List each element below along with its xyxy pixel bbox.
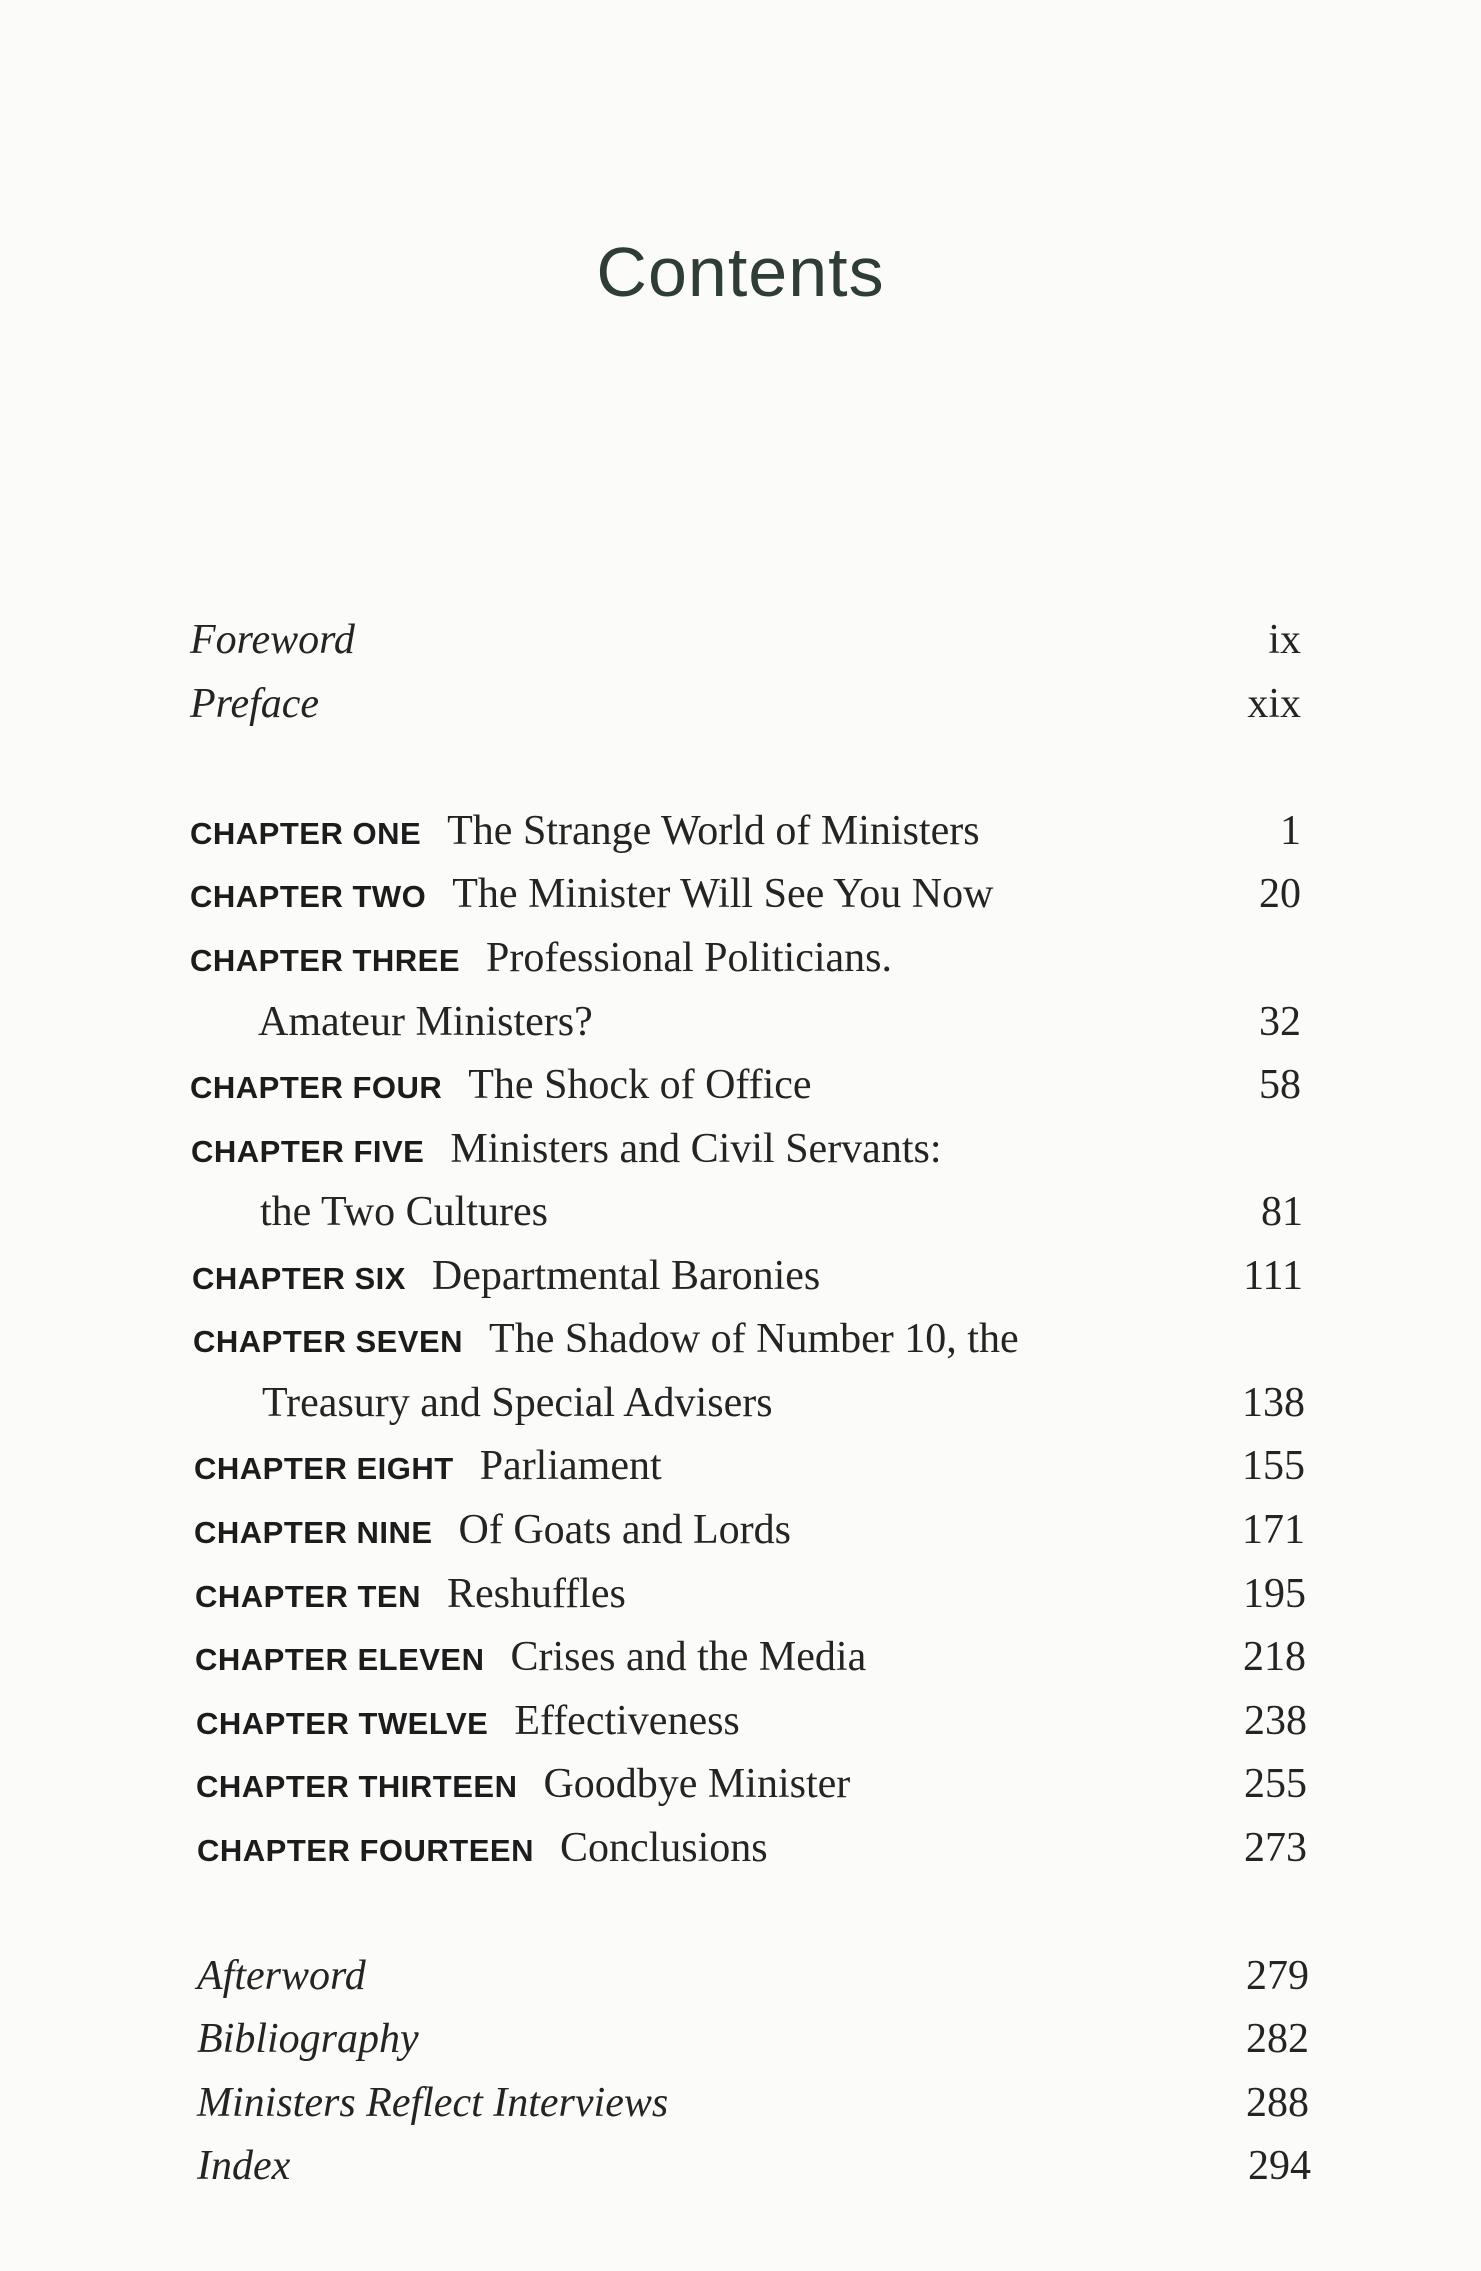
toc-entry-chapter-three xyxy=(0,932,1481,996)
chapter-title: Reshuffles xyxy=(446,1571,626,1617)
page-number: 294 xyxy=(1248,2143,1311,2189)
chapter-label: CHAPTER NINE xyxy=(194,1515,433,1550)
page-number: 279 xyxy=(1246,1953,1309,1999)
chapter-label: CHAPTER SIX xyxy=(192,1261,406,1296)
toc-entry-chapter-one xyxy=(0,805,1481,869)
toc-entry-chapter-ten xyxy=(0,1568,1481,1632)
chapter-title: Departmental Baronies xyxy=(431,1253,821,1299)
chapter-label: CHAPTER SEVEN xyxy=(193,1324,464,1359)
toc-entry-chapter-fourteen xyxy=(0,1822,1481,1886)
page-number: 1 xyxy=(1280,808,1301,854)
toc-entry-bibliography xyxy=(0,2013,1481,2077)
page-number: 218 xyxy=(1243,1634,1306,1680)
page-number: 58 xyxy=(1259,1062,1301,1108)
page-number: 155 xyxy=(1242,1443,1305,1489)
page-number: 138 xyxy=(1242,1380,1305,1426)
chapter-title: Of Goats and Lords xyxy=(458,1507,791,1553)
chapter-title: Crises and the Media xyxy=(510,1634,867,1680)
chapter-label: CHAPTER TWELVE xyxy=(196,1706,489,1741)
toc-entry-chapter-three-continuation xyxy=(0,996,1481,1060)
page-number: 195 xyxy=(1243,1571,1306,1617)
toc-entry-afterword xyxy=(0,1950,1481,2014)
chapter-title: Effectiveness xyxy=(514,1698,740,1744)
chapter-title-continuation: Treasury and Special Advisers xyxy=(262,1380,773,1426)
entry-title: Ministers Reflect Interviews xyxy=(197,2080,669,2126)
chapter-title: Parliament xyxy=(479,1443,662,1489)
page-number: 32 xyxy=(1259,999,1301,1045)
page-number: 111 xyxy=(1243,1253,1303,1299)
page-number: 238 xyxy=(1244,1698,1307,1744)
toc-entry-foreword xyxy=(0,614,1481,678)
chapter-title: Ministers and Civil Servants: xyxy=(450,1126,942,1172)
toc-entry-chapter-two xyxy=(0,868,1481,932)
chapter-label: CHAPTER ELEVEN xyxy=(195,1642,485,1677)
toc-entry-chapter-four xyxy=(0,1059,1481,1123)
toc-entry-chapter-six xyxy=(0,1250,1481,1314)
chapter-label: CHAPTER TEN xyxy=(195,1579,421,1614)
entry-title: Foreword xyxy=(190,617,355,663)
toc-entry-chapter-twelve xyxy=(0,1695,1481,1759)
entry-title: Bibliography xyxy=(197,2016,419,2062)
toc-entry-chapter-five xyxy=(0,1123,1481,1187)
chapter-title: The Shock of Office xyxy=(468,1062,812,1108)
chapter-label: CHAPTER EIGHT xyxy=(194,1451,454,1486)
toc-entry-chapter-seven xyxy=(0,1313,1481,1377)
page-number: xix xyxy=(1247,681,1301,727)
toc-entry-chapter-five-continuation xyxy=(0,1186,1481,1250)
chapter-title: The Strange World of Ministers xyxy=(447,808,980,854)
chapter-title: Conclusions xyxy=(559,1825,768,1871)
chapter-label: CHAPTER FIVE xyxy=(191,1134,425,1169)
chapter-title-continuation: Amateur Ministers? xyxy=(258,999,593,1045)
page-title: Contents xyxy=(596,233,885,311)
page-number: 255 xyxy=(1244,1761,1307,1807)
chapter-label: CHAPTER ONE xyxy=(190,816,422,851)
chapter-label: CHAPTER FOURTEEN xyxy=(197,1833,534,1868)
page-number: 282 xyxy=(1246,2016,1309,2062)
chapter-title: The Minister Will See You Now xyxy=(452,871,994,917)
page-number: 81 xyxy=(1261,1189,1303,1235)
page-number: 288 xyxy=(1246,2080,1309,2126)
toc-entry-chapter-thirteen xyxy=(0,1758,1481,1822)
chapter-title: Professional Politicians. xyxy=(486,935,892,981)
page-number: 273 xyxy=(1244,1825,1307,1871)
chapter-label: CHAPTER TWO xyxy=(190,879,427,914)
chapter-title: The Shadow of Number 10, the xyxy=(489,1316,1019,1362)
toc-entry-chapter-nine xyxy=(0,1504,1481,1568)
toc-entry-chapter-eleven xyxy=(0,1631,1481,1695)
page-number: 171 xyxy=(1242,1507,1305,1553)
chapter-label: CHAPTER THREE xyxy=(190,943,461,978)
toc-entry-index xyxy=(0,2140,1481,2204)
toc-entry-chapter-eight xyxy=(0,1440,1481,1504)
chapter-label: CHAPTER FOUR xyxy=(190,1070,443,1105)
entry-title: Preface xyxy=(190,681,320,727)
entry-title: Index xyxy=(197,2143,291,2189)
toc-entry-preface xyxy=(0,678,1481,742)
chapter-title-continuation: the Two Cultures xyxy=(260,1189,548,1235)
page-number: 20 xyxy=(1259,871,1301,917)
entry-title: Afterword xyxy=(197,1953,366,1999)
page-number: ix xyxy=(1268,617,1301,663)
chapter-title: Goodbye Minister xyxy=(543,1761,851,1807)
chapter-label: CHAPTER THIRTEEN xyxy=(196,1769,518,1804)
toc-entry-ministers-reflect-interviews xyxy=(0,2077,1481,2141)
toc-entry-chapter-seven-continuation xyxy=(0,1377,1481,1441)
